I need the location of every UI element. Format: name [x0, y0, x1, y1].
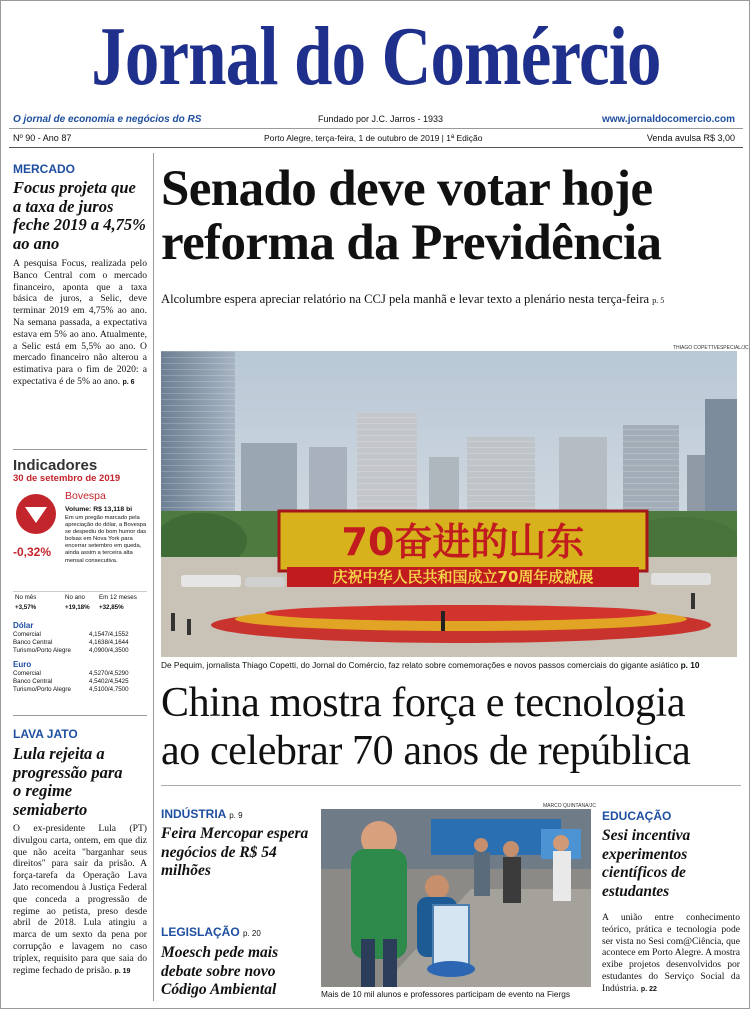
industria-kicker-text: INDÚSTRIA: [161, 807, 226, 821]
dolar-row-value: 4,1547/4,1552: [89, 631, 129, 638]
euro-row-value: 4,5402/4,5425: [89, 678, 129, 685]
dolar-label: Dólar: [13, 621, 34, 630]
educacao-body-text: A união entre conhecimento teórico, prática e tecnologia pode ser vista no Sesi com@Ciência, que acontece em Porto Alegre. A mostra exibe projetos desenvolvidos por estudantes do Serviço Social da Indústria.: [602, 912, 741, 994]
masthead-tagline: O jornal de economia e negócios do RS: [13, 114, 202, 125]
banner-main-text: 70奋进的山东: [341, 520, 585, 564]
euro-row-value: 4,5270/4,5290: [89, 670, 129, 677]
mercado-headline[interactable]: Focus projeta que a taxa de juros feche 2019 a 4,75% ao ano: [13, 178, 146, 253]
industria-page-ref[interactable]: p. 9: [229, 811, 243, 820]
section-rule: [13, 715, 147, 716]
fiergs-event-photo[interactable]: [321, 809, 591, 987]
lead-headline-line: Senado deve votar hoje: [161, 161, 653, 217]
euro-row-value: 4,5100/4,7500: [89, 686, 129, 693]
period-value-month: +3,57%: [15, 604, 37, 611]
dolar-row-name: Comercial: [13, 631, 41, 638]
educacao-page-ref[interactable]: p. 22: [640, 985, 657, 993]
masthead-rule: [9, 128, 743, 129]
lead-headline-line: reforma da Previdência: [161, 215, 662, 271]
table-rule: [13, 591, 147, 592]
indicadores-date: 30 de setembro de 2019: [13, 473, 121, 484]
mercado-kicker: MERCADO: [13, 162, 75, 176]
dolar-row-name: Turismo/Porto Alegre: [13, 647, 71, 654]
euro-row-name: Comercial: [13, 670, 41, 677]
shandong-exhibition-photo[interactable]: [161, 351, 737, 657]
mercado-body-text: A pesquisa Focus, realizada pelo Banco Central com o mercado financeiro, aponta que a taxa básica de juros, a Selic, deve terminar 2019 em 4,75% ao ano. Na semana passada, a expectativa estava em 5% ao ano. Atualmente, a Selic está em 5,5% ao ano. O mercado financeiro não alterou a estimativa para o fim de 2020: a expectativa é de 5% ao ano.: [13, 258, 147, 387]
lavajato-page-ref[interactable]: p. 19: [114, 967, 131, 975]
lavajato-body-text: O ex-presidente Lula (PT) divulgou carta, ontem, em que diz que não aceita "barganhar seus direitos" para sair da prisão. A força-tarefa da Operação Lava Jato recomendou à Justiça Federal que conceda a progressão de regime ao petista, preso desde abril de 2018. Lula atingiu a marca de um sexto da pena por corrupção e lavagem no caso tríplex, requisito para que saia do regime fechado de prisão.: [13, 823, 147, 976]
photo1-caption: [161, 660, 700, 671]
legislacao-page-ref[interactable]: p. 20: [243, 929, 261, 938]
masthead-title[interactable]: Jornal do Comércio: [91, 10, 661, 103]
legislacao-headline[interactable]: Moesch pede mais debate sobre novo Código Ambiental: [161, 944, 279, 998]
banner-sub-text: 庆祝中华人民共和国成立70周年成就展: [332, 568, 594, 586]
lavajato-kicker: LAVA JATO: [13, 727, 78, 741]
lead-deck-text: Alcolumbre espera apreciar relatório na CCJ pela manhã e levar texto a plenário nesta terça-feira: [161, 292, 650, 306]
down-arrow-icon: [15, 493, 57, 535]
china-headline-line: China mostra força e tecnologia: [161, 680, 686, 726]
photo1-caption-text: De Pequim, jornalista Thiago Copetti, do Jornal do Comércio, faz relato sobre comemorações e novos passos comerciais do gigante asiático: [161, 660, 679, 670]
dolar-row-name: Banco Central: [13, 639, 53, 646]
educacao-body: [602, 912, 740, 996]
period-value-year: +19,18%: [65, 604, 90, 611]
photo2-credit: MARCO QUINTANA/JC: [543, 803, 596, 809]
legislacao-kicker-text: LEGISLAÇÃO: [161, 925, 240, 939]
lead-deck: [161, 292, 741, 308]
mercado-body: [13, 258, 147, 389]
china-headline[interactable]: [161, 679, 746, 775]
euro-row-name: Banco Central: [13, 678, 53, 685]
period-label-year: No ano: [65, 594, 85, 601]
china-headline-line: ao celebrar 70 anos de república: [161, 728, 691, 774]
photo2-caption: Mais de 10 mil alunos e professores participam de evento na Fiergs: [321, 989, 571, 999]
section-rule: [13, 449, 147, 450]
column-divider: [153, 153, 154, 1001]
period-label-12m: Em 12 meses: [99, 594, 137, 601]
educacao-headline[interactable]: Sesi incentiva experimentos científicos de estudantes: [602, 827, 691, 900]
educacao-kicker: EDUCAÇÃO: [602, 809, 672, 823]
lead-headline[interactable]: [161, 162, 741, 270]
price: Venda avulsa R$ 3,00: [646, 133, 735, 143]
lavajato-body: [13, 823, 147, 977]
lead-page-ref[interactable]: p. 5: [652, 296, 665, 305]
masthead-founded: Fundado por J.C. Jarros - 1933: [318, 114, 444, 124]
euro-label: Euro: [13, 660, 32, 669]
legislacao-kicker: [161, 925, 261, 941]
euro-row-name: Turismo/Porto Alegre: [13, 686, 71, 693]
indicadores-title: Indicadores: [13, 457, 98, 474]
dolar-row-value: 4,0900/4,3500: [89, 647, 129, 654]
industria-kicker: [161, 807, 243, 823]
period-label-month: No mês: [15, 594, 37, 601]
masthead-website[interactable]: www.jornaldocomercio.com: [602, 114, 735, 125]
bovespa-label: Bovespa: [65, 490, 106, 502]
section-rule: [161, 785, 741, 786]
photo1-page-ref[interactable]: p. 10: [680, 660, 700, 670]
issue-number: Nº 90 - Ano 87: [13, 133, 72, 143]
header-rule: [9, 147, 743, 148]
photo1-credit: THIAGO COPETTI/ESPECIAL/JC: [673, 345, 749, 351]
lavajato-headline[interactable]: Lula rejeita a progressão para o regime semiaberto: [13, 744, 123, 819]
dateline: Porto Alegre, terça-feira, 1 de outubro de 2019 | 1ª Edição: [264, 133, 483, 143]
bovespa-note: Em um pregão marcado pela apreciação do dólar, a Bovespa se despediu do bom humor das bolsas em Nova York para encerrar setembro em queda, ainda assim a terceira alta mensal consecutiva.: [65, 515, 147, 564]
bovespa-volume: Volume: R$ 13,118 bi: [65, 506, 133, 513]
mercado-page-ref[interactable]: p. 6: [122, 378, 135, 386]
industria-headline[interactable]: Feira Mercopar espera negócios de R$ 54 milhões: [161, 825, 309, 879]
bovespa-change: -0,32%: [13, 545, 52, 559]
period-value-12m: +32,85%: [99, 604, 124, 611]
dolar-row-value: 4,1638/4,1644: [89, 639, 129, 646]
